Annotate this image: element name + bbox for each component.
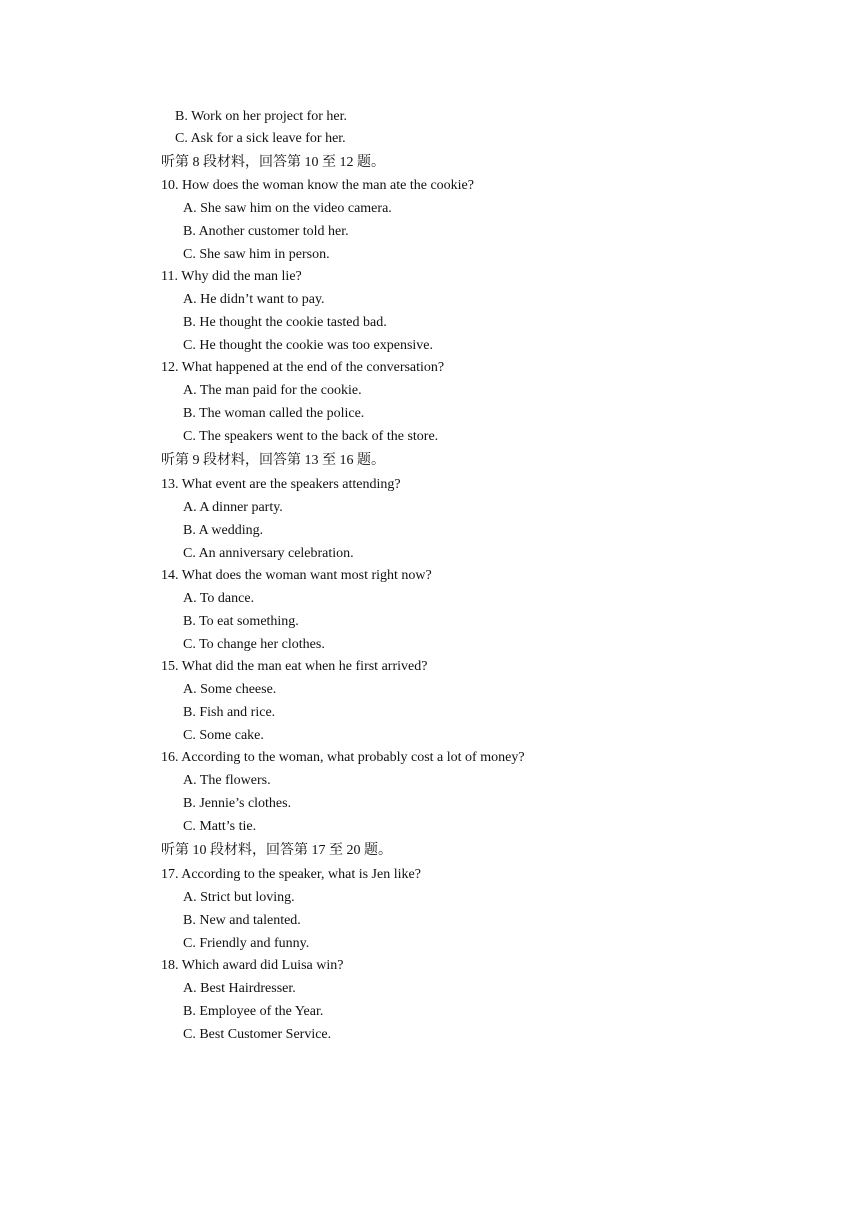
- question-text: 11. Why did the man lie?: [161, 269, 302, 284]
- answer-option: B. He thought the cookie tasted bad.: [183, 315, 387, 330]
- answer-option: A. She saw him on the video camera.: [183, 201, 392, 216]
- answer-option: C. She saw him in person.: [183, 247, 330, 262]
- answer-option: A. Some cheese.: [183, 682, 277, 697]
- answer-option: B. The woman called the police.: [183, 406, 365, 421]
- answer-option: C. He thought the cookie was too expensive.: [183, 338, 434, 353]
- answer-option: B. Work on her project for her.: [175, 109, 348, 124]
- answer-option: C. Friendly and funny.: [183, 936, 310, 951]
- answer-option: A. The flowers.: [183, 773, 271, 788]
- answer-option: A. He didn’t want to pay.: [183, 292, 325, 307]
- question-text: 12. What happened at the end of the conversation?: [161, 360, 445, 375]
- question-text: 14. What does the woman want most right now?: [161, 568, 432, 583]
- answer-option: B. To eat something.: [183, 614, 299, 629]
- answer-option: C. Best Customer Service.: [183, 1027, 332, 1042]
- question-text: 18. Which award did Luisa win?: [161, 958, 344, 973]
- answer-option: B. New and talented.: [183, 913, 301, 928]
- answer-option: C. The speakers went to the back of the store.: [183, 429, 439, 444]
- question-text: 13. What event are the speakers attending?: [161, 477, 401, 492]
- answer-option: B. Employee of the Year.: [183, 1004, 324, 1019]
- section-instruction: 听第 10 段材料，回答第 17 至 20 题。: [161, 843, 392, 858]
- answer-option: A. Best Hairdresser.: [183, 981, 296, 996]
- answer-option: C. To change her clothes.: [183, 637, 325, 652]
- answer-option: C. Some cake.: [183, 728, 264, 743]
- question-text: 16. According to the woman, what probably cost a lot of money?: [161, 750, 525, 765]
- answer-option: B. Jennie’s clothes.: [183, 796, 292, 811]
- question-text: 17. According to the speaker, what is Jen like?: [161, 867, 421, 882]
- answer-option: A. Strict but loving.: [183, 890, 295, 905]
- answer-option: C. Matt’s tie.: [183, 819, 257, 834]
- question-text: 10. How does the woman know the man ate the cookie?: [161, 178, 474, 193]
- answer-option: C. An anniversary celebration.: [183, 546, 354, 561]
- answer-option: B. Fish and rice.: [183, 705, 276, 720]
- answer-option: A. The man paid for the cookie.: [183, 383, 362, 398]
- answer-option: B. A wedding.: [183, 523, 264, 538]
- answer-option: A. A dinner party.: [183, 500, 283, 515]
- answer-option: C. Ask for a sick leave for her.: [175, 131, 346, 146]
- answer-option: A. To dance.: [183, 591, 255, 606]
- question-text: 15. What did the man eat when he first arrived?: [161, 659, 428, 674]
- section-instruction: 听第 8 段材料，回答第 10 至 12 题。: [161, 155, 385, 170]
- answer-option: B. Another customer told her.: [183, 224, 349, 239]
- section-instruction: 听第 9 段材料，回答第 13 至 16 题。: [161, 453, 385, 468]
